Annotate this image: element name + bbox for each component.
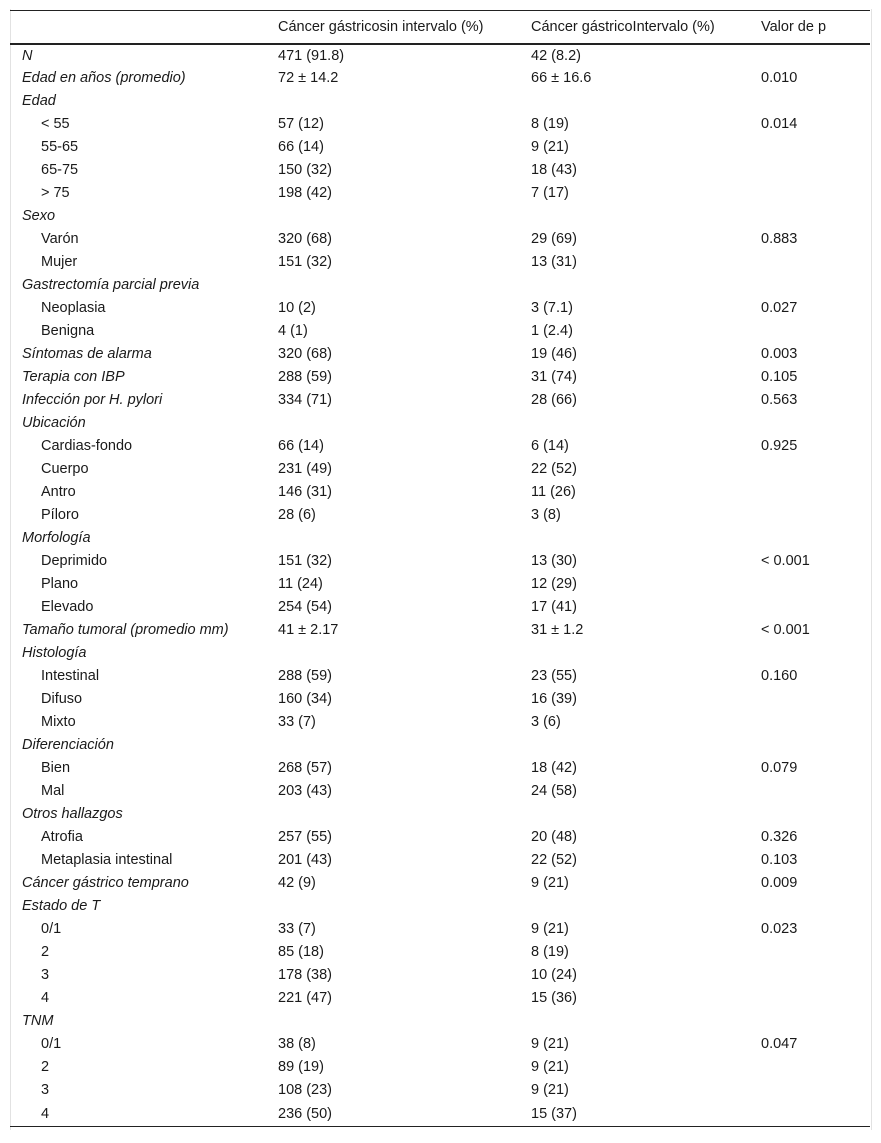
cell-intervalo — [531, 274, 761, 297]
row-label: 3 — [41, 1082, 50, 1098]
row-label: 2 — [41, 1059, 50, 1075]
cell-sin-intervalo: 320 (68) — [278, 346, 333, 362]
cell-intervalo: 18 (43) — [531, 162, 577, 178]
cell-intervalo — [531, 527, 761, 550]
table-row — [10, 665, 870, 688]
cell-p-value: 0.027 — [761, 300, 798, 316]
cell-p-value: 0.103 — [761, 852, 798, 868]
cell-p-value — [761, 504, 870, 527]
table-row — [10, 527, 870, 550]
cell-sin-intervalo: 38 (8) — [278, 1036, 316, 1052]
cell-sin-intervalo: 41 ± 2.17 — [278, 622, 339, 638]
cell-intervalo: 12 (29) — [531, 576, 577, 592]
table-row — [10, 895, 870, 918]
table-row — [10, 297, 870, 320]
cell-p-value — [761, 895, 870, 918]
cell-sin-intervalo: 221 (47) — [278, 990, 333, 1006]
row-label: 4 — [10, 1102, 278, 1127]
cell-p-value: 0.003 — [761, 346, 798, 362]
table-row — [10, 987, 870, 1010]
row-label: Ubicación — [22, 415, 86, 431]
cell-intervalo: 9 (21) — [531, 139, 569, 155]
cell-p-value: 0.014 — [761, 116, 798, 132]
cell-sin-intervalo — [278, 1010, 531, 1033]
row-label: Neoplasia — [41, 300, 106, 316]
cell-p-value — [761, 941, 870, 964]
table-row — [10, 780, 870, 803]
cell-sin-intervalo: 254 (54) — [278, 599, 333, 615]
table-row — [10, 159, 870, 182]
table-header — [10, 11, 870, 44]
row-label: Antro — [41, 484, 76, 500]
cell-intervalo — [531, 803, 761, 826]
cell-sin-intervalo — [278, 734, 531, 757]
cell-p-value: 0.160 — [761, 668, 798, 684]
cell-sin-intervalo: 10 (2) — [278, 300, 316, 316]
table-row — [10, 435, 870, 458]
row-label: Estado de T — [22, 898, 101, 914]
cell-p-value — [761, 780, 870, 803]
row-label: 0/1 — [41, 1036, 62, 1052]
cell-sin-intervalo: 288 (59) — [278, 369, 333, 385]
table-row — [10, 573, 870, 596]
cell-intervalo — [531, 412, 761, 435]
table-row — [10, 389, 870, 412]
cell-sin-intervalo: 236 (50) — [278, 1102, 531, 1127]
cell-sin-intervalo — [278, 412, 531, 435]
cell-p-value: < 0.001 — [761, 553, 810, 569]
cell-intervalo: 7 (17) — [531, 185, 569, 201]
cell-p-value — [761, 205, 870, 228]
table-row — [10, 550, 870, 573]
row-label: Diferenciación — [22, 737, 114, 753]
row-label: Mujer — [41, 254, 78, 270]
table-body — [10, 44, 870, 1127]
cell-p-value — [761, 596, 870, 619]
table-row — [10, 596, 870, 619]
row-label: Deprimido — [41, 553, 108, 569]
cell-p-value: 0.009 — [761, 875, 798, 891]
table-row — [10, 458, 870, 481]
cell-intervalo — [531, 1010, 761, 1033]
cell-intervalo: 9 (21) — [531, 1082, 569, 1098]
cell-sin-intervalo: 57 (12) — [278, 116, 324, 132]
row-label: Difuso — [41, 691, 83, 707]
cell-p-value — [761, 182, 870, 205]
row-label: Edad en años (promedio) — [22, 70, 186, 86]
cell-intervalo: 13 (30) — [531, 553, 577, 569]
cell-intervalo: 13 (31) — [531, 254, 577, 270]
table-row — [10, 619, 870, 642]
cell-p-value — [761, 44, 870, 67]
cell-p-value — [761, 90, 870, 113]
table-row — [10, 412, 870, 435]
cell-p-value — [761, 136, 870, 159]
cell-intervalo: 31 (74) — [531, 369, 577, 385]
cell-intervalo: 6 (14) — [531, 438, 569, 454]
table-row — [10, 1079, 870, 1102]
table-row — [10, 67, 870, 90]
table-row — [10, 1033, 870, 1056]
cell-p-value — [761, 642, 870, 665]
cell-sin-intervalo — [278, 274, 531, 297]
cell-p-value: 0.563 — [761, 392, 798, 408]
cell-p-value: 0.105 — [761, 369, 798, 385]
cell-intervalo: 28 (66) — [531, 392, 577, 408]
row-label: Intestinal — [41, 668, 100, 684]
cell-sin-intervalo: 11 (24) — [278, 576, 323, 592]
row-label: Atrofia — [41, 829, 83, 845]
cell-intervalo: 31 ± 1.2 — [531, 622, 584, 638]
table-row — [10, 481, 870, 504]
cell-p-value — [761, 527, 870, 550]
cell-p-value — [761, 159, 870, 182]
cell-sin-intervalo: 151 (32) — [278, 254, 333, 270]
cell-sin-intervalo: 151 (32) — [278, 553, 333, 569]
cell-sin-intervalo: 201 (43) — [278, 852, 333, 868]
cell-intervalo: 29 (69) — [531, 231, 577, 247]
cell-p-value: 0.883 — [761, 231, 798, 247]
cell-intervalo: 22 (52) — [531, 852, 577, 868]
cell-sin-intervalo: 334 (71) — [278, 392, 333, 408]
table-row — [10, 826, 870, 849]
cell-sin-intervalo: 178 (38) — [278, 967, 333, 983]
data-table — [10, 10, 870, 1127]
table-row — [10, 711, 870, 734]
cell-intervalo: 17 (41) — [531, 599, 577, 615]
cell-p-value: < 0.001 — [761, 622, 810, 638]
cell-intervalo: 15 (37) — [531, 1102, 761, 1127]
row-label: Histología — [22, 645, 87, 661]
table-row — [10, 688, 870, 711]
cell-sin-intervalo: 198 (42) — [278, 185, 333, 201]
table-row — [10, 918, 870, 941]
cell-sin-intervalo: 108 (23) — [278, 1082, 333, 1098]
cell-p-value — [761, 711, 870, 734]
cell-sin-intervalo: 320 (68) — [278, 231, 333, 247]
row-label: Síntomas de alarma — [22, 346, 152, 362]
cell-sin-intervalo — [278, 527, 531, 550]
cell-sin-intervalo — [278, 90, 531, 113]
header-intervalo: Cáncer gástricoIntervalo (%) — [531, 11, 761, 44]
cell-intervalo: 1 (2.4) — [531, 323, 573, 339]
row-label: Gastrectomía parcial previa — [22, 277, 200, 293]
table-row — [10, 964, 870, 987]
table-row — [10, 1056, 870, 1079]
cell-sin-intervalo — [278, 205, 531, 228]
cell-p-value — [761, 803, 870, 826]
row-label: 55-65 — [41, 139, 79, 155]
table-row — [10, 849, 870, 872]
row-label: Elevado — [41, 599, 94, 615]
table-row — [10, 182, 870, 205]
cell-intervalo: 18 (42) — [531, 760, 577, 776]
cell-p-value — [761, 987, 870, 1010]
row-label: Cáncer gástrico temprano — [22, 875, 189, 891]
cell-sin-intervalo: 150 (32) — [278, 162, 333, 178]
cell-p-value — [761, 1056, 870, 1079]
row-label: < 55 — [41, 116, 70, 132]
row-label: 2 — [41, 944, 50, 960]
row-label: > 75 — [41, 185, 70, 201]
cell-sin-intervalo: 288 (59) — [278, 668, 333, 684]
table-row — [10, 1102, 870, 1127]
cell-intervalo: 15 (36) — [531, 990, 577, 1006]
cell-intervalo: 20 (48) — [531, 829, 577, 845]
cell-sin-intervalo: 72 ± 14.2 — [278, 70, 339, 86]
cell-p-value: 0.047 — [761, 1036, 798, 1052]
cell-p-value: 0.010 — [761, 70, 798, 86]
cell-p-value — [761, 274, 870, 297]
cell-p-value: 0.326 — [761, 829, 798, 845]
cell-p-value — [761, 1079, 870, 1102]
row-label: Morfología — [22, 530, 91, 546]
cell-sin-intervalo: 203 (43) — [278, 783, 333, 799]
cell-intervalo: 10 (24) — [531, 967, 577, 983]
row-label: Terapia con IBP — [22, 369, 125, 385]
row-label: TNM — [22, 1013, 54, 1029]
row-label: Mixto — [41, 714, 76, 730]
row-label: Edad — [22, 93, 56, 109]
table-row — [10, 90, 870, 113]
table-row — [10, 44, 870, 67]
cell-sin-intervalo: 66 (14) — [278, 139, 324, 155]
cell-intervalo: 9 (21) — [531, 1036, 569, 1052]
cell-intervalo: 9 (21) — [531, 921, 569, 937]
cell-sin-intervalo: 42 (9) — [278, 875, 316, 891]
cell-intervalo: 66 ± 16.6 — [531, 70, 592, 86]
cell-intervalo: 9 (21) — [531, 1059, 569, 1075]
row-label: Cuerpo — [41, 461, 89, 477]
cell-intervalo — [531, 734, 761, 757]
row-label: Sexo — [22, 208, 56, 224]
header-label — [10, 11, 278, 44]
row-label: Metaplasia intestinal — [41, 852, 173, 868]
cell-p-value: 0.023 — [761, 921, 798, 937]
cell-p-value — [761, 1102, 870, 1127]
table-row — [10, 343, 870, 366]
cell-intervalo — [531, 642, 761, 665]
cell-sin-intervalo: 66 (14) — [278, 438, 324, 454]
row-label: 0/1 — [41, 921, 62, 937]
row-label: Varón — [41, 231, 79, 247]
cell-p-value — [761, 481, 870, 504]
cell-p-value — [761, 458, 870, 481]
row-label: Mal — [41, 783, 65, 799]
table-row — [10, 803, 870, 826]
table-row — [10, 113, 870, 136]
cell-sin-intervalo: 85 (18) — [278, 944, 324, 960]
header-row — [10, 11, 870, 44]
cell-intervalo: 23 (55) — [531, 668, 577, 684]
table-row — [10, 136, 870, 159]
cell-intervalo: 24 (58) — [531, 783, 577, 799]
cell-sin-intervalo — [278, 803, 531, 826]
cell-p-value — [761, 251, 870, 274]
table-row — [10, 1010, 870, 1033]
cell-sin-intervalo: 33 (7) — [278, 714, 316, 730]
table-row — [10, 941, 870, 964]
row-label: Benigna — [41, 323, 95, 339]
cell-sin-intervalo: 33 (7) — [278, 921, 316, 937]
table-row — [10, 366, 870, 389]
cell-intervalo: 22 (52) — [531, 461, 577, 477]
cell-intervalo: 42 (8.2) — [531, 47, 581, 64]
cell-intervalo: 19 (46) — [531, 346, 577, 362]
cell-p-value — [761, 1010, 870, 1033]
row-label: Píloro — [41, 507, 79, 523]
cell-sin-intervalo — [278, 895, 531, 918]
header-p-value: Valor de p — [761, 11, 870, 44]
cell-p-value: 0.079 — [761, 760, 798, 776]
row-label: 3 — [41, 967, 50, 983]
row-label: Otros hallazgos — [22, 806, 123, 822]
row-label: Bien — [41, 760, 71, 776]
cell-sin-intervalo: 471 (91.8) — [278, 47, 345, 64]
cell-intervalo: 16 (39) — [531, 691, 577, 707]
cell-sin-intervalo: 268 (57) — [278, 760, 333, 776]
row-label: Cardias-fondo — [41, 438, 133, 454]
row-label: N — [22, 47, 33, 64]
cell-sin-intervalo: 257 (55) — [278, 829, 333, 845]
cell-p-value — [761, 412, 870, 435]
cell-p-value: 0.925 — [761, 438, 798, 454]
table-row — [10, 734, 870, 757]
cell-sin-intervalo: 4 (1) — [278, 323, 308, 339]
cell-intervalo — [531, 895, 761, 918]
table-row — [10, 504, 870, 527]
row-label: 65-75 — [41, 162, 79, 178]
table-row — [10, 872, 870, 895]
cell-sin-intervalo: 28 (6) — [278, 507, 316, 523]
row-label: Plano — [41, 576, 79, 592]
cell-intervalo: 3 (8) — [531, 507, 561, 523]
table-row — [10, 228, 870, 251]
cell-intervalo: 3 (7.1) — [531, 300, 573, 316]
table-row — [10, 205, 870, 228]
cell-intervalo: 3 (6) — [531, 714, 561, 730]
table-row — [10, 320, 870, 343]
table-row — [10, 757, 870, 780]
table-row — [10, 642, 870, 665]
cell-intervalo: 11 (26) — [531, 484, 576, 500]
cell-intervalo: 8 (19) — [531, 944, 569, 960]
cell-sin-intervalo: 146 (31) — [278, 484, 333, 500]
cell-p-value — [761, 573, 870, 596]
row-label: 4 — [41, 990, 50, 1006]
cell-sin-intervalo: 231 (49) — [278, 461, 333, 477]
cell-p-value — [761, 964, 870, 987]
table-row — [10, 251, 870, 274]
table-row — [10, 274, 870, 297]
cell-intervalo: 9 (21) — [531, 875, 569, 891]
row-label: Infección por H. pylori — [22, 392, 163, 408]
cell-sin-intervalo: 160 (34) — [278, 691, 333, 707]
header-sin-intervalo: Cáncer gástricosin intervalo (%) — [278, 11, 531, 44]
cell-intervalo: 8 (19) — [531, 116, 569, 132]
cell-p-value — [761, 320, 870, 343]
cell-p-value — [761, 688, 870, 711]
row-label: Tamaño tumoral (promedio mm) — [22, 622, 229, 638]
cell-intervalo — [531, 90, 761, 113]
cell-intervalo — [531, 205, 761, 228]
cell-p-value — [761, 734, 870, 757]
cell-sin-intervalo — [278, 642, 531, 665]
cell-sin-intervalo: 89 (19) — [278, 1059, 324, 1075]
